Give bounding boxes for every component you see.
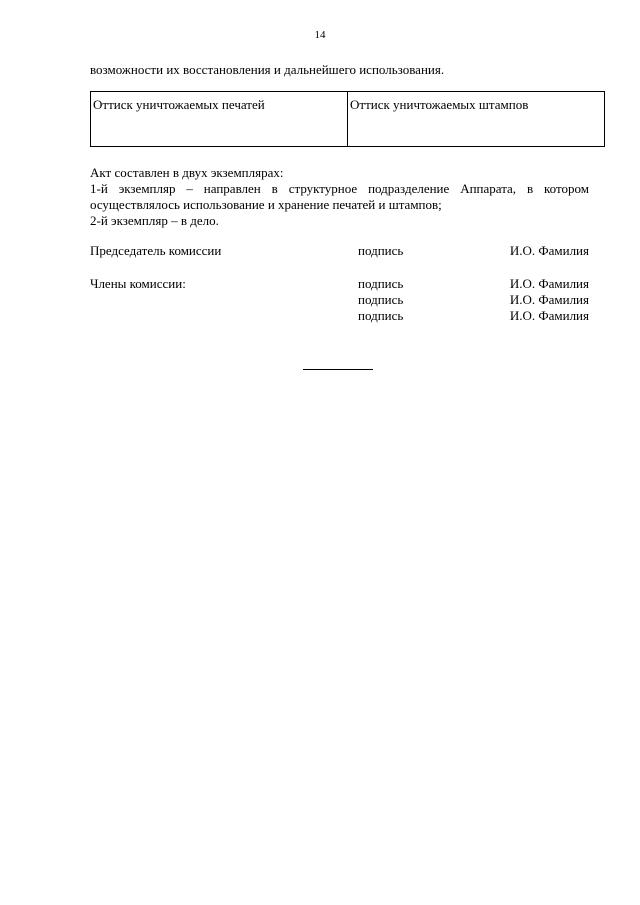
chairman-signature-row [90, 243, 589, 259]
member-signature: подпись [358, 276, 404, 291]
act-intro: Акт составлен в двух экземплярах: [90, 165, 284, 180]
seals-imprint-cell: Оттиск уничтожаемых печатей [93, 97, 265, 112]
member-signature-row [90, 276, 589, 292]
member-name: И.О. Фамилия [509, 276, 589, 291]
member-signature: подпись [358, 292, 404, 307]
member-name: И.О. Фамилия [509, 308, 589, 323]
lead-text: возможности их восстановления и дальнейшего использования. [90, 62, 445, 77]
chairman-name: И.О. Фамилия [509, 243, 589, 258]
end-divider [303, 369, 373, 370]
member-name: И.О. Фамилия [509, 292, 589, 307]
imprint-table [90, 91, 605, 147]
act-copies-block [90, 165, 589, 229]
member-signature-row [90, 292, 589, 308]
copy2: 2-й экземпляр – в дело. [90, 213, 219, 228]
page-number: 14 [314, 29, 326, 41]
chairman-role: Председатель комиссии [90, 243, 222, 258]
members-label: Члены комиссии: [90, 276, 186, 291]
copy1-line2: осуществлялось использование и хранение печатей и штампов; [90, 197, 442, 212]
chairman-signature: подпись [358, 243, 404, 258]
member-signature-row [90, 308, 589, 324]
member-signature: подпись [358, 308, 404, 323]
stamps-imprint-cell: Оттиск уничтожаемых штампов [347, 92, 604, 146]
copy1-line1: 1-й экземпляр – направлен в структурное подразделение Аппарата, в котором [90, 181, 589, 196]
